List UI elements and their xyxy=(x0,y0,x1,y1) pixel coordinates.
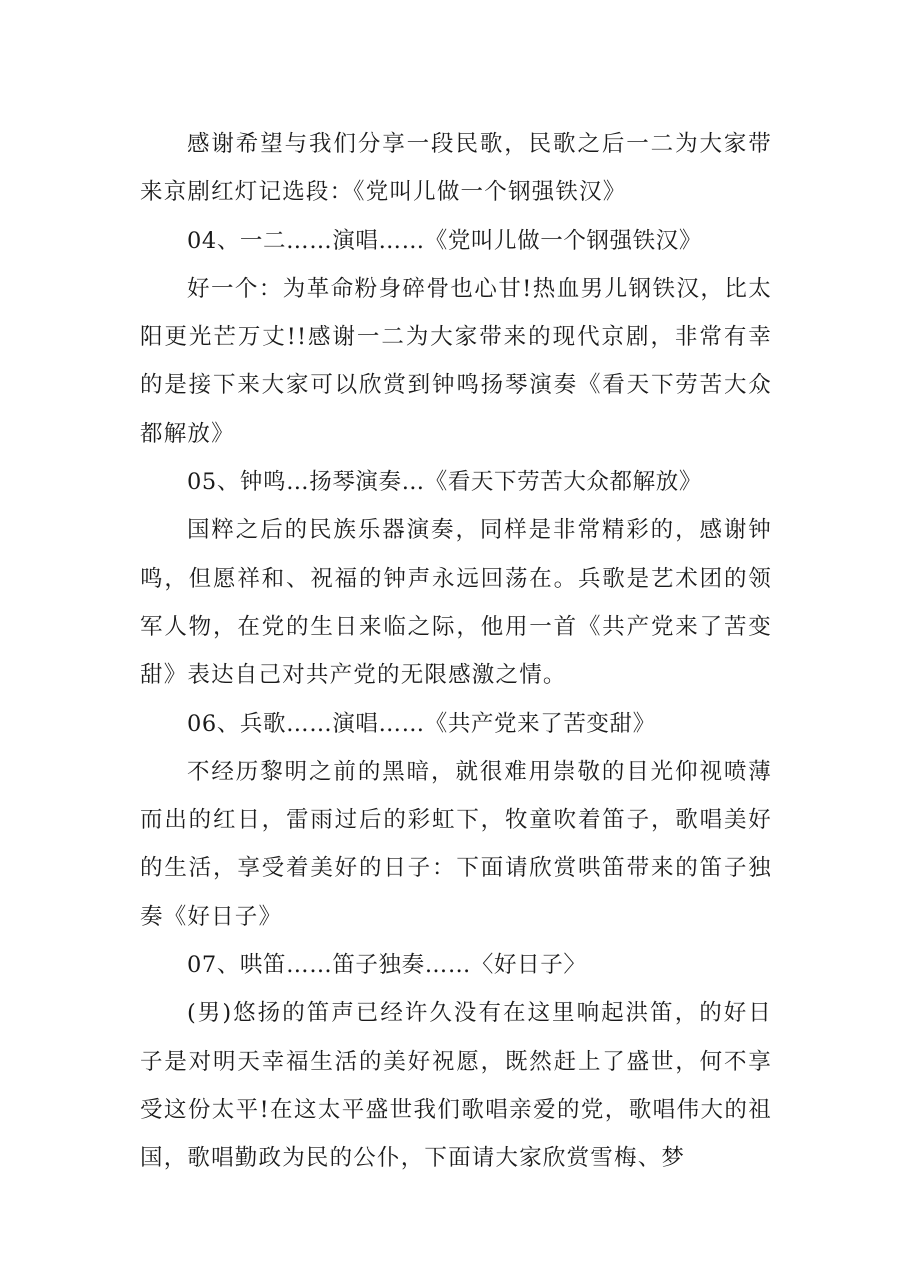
program-item-04: 04、一二……演唱……《党叫儿做一个钢强铁汉》 xyxy=(187,227,702,254)
program-item-06: 06、兵歌……演唱……《共产党来了苦变甜》 xyxy=(187,710,656,737)
paragraph: 不经历黎明之前的黑暗，就很难用崇敬的目光仰视喷薄而出的红日，雷雨过后的彩虹下，牧童吹着笛子，歌唱美好的生活，享受着美好的日子：下面请欣赏哄笛带来的笛子独奏《好日子》 xyxy=(140,758,772,930)
program-item-05: 05、钟鸣…扬琴演奏…《看天下劳苦大众都解放》 xyxy=(187,469,702,496)
program-item-07: 07、哄笛……笛子独奏……〈好日子〉 xyxy=(187,952,587,979)
paragraph: (男)悠扬的笛声已经许久没有在这里响起洪笛，的好日子是对明天幸福生活的美好祝愿，既然赶上了盛世，何不享受这份太平!在这太平盛世我们歌唱亲爱的党，歌唱伟大的祖国，歌唱勤政为民的公仆，下面请大家欣赏雪梅、梦 xyxy=(140,1000,772,1172)
paragraph: 感谢希望与我们分享一段民歌，民歌之后一二为大家带来京剧红灯记选段：《党叫儿做一个钢强铁汉》 xyxy=(140,131,772,206)
paragraph: 好一个：为革命粉身碎骨也心甘!热血男儿钢铁汉，比太阳更光芒万丈!!感谢一二为大家带来的现代京剧，非常有幸的是接下来大家可以欣赏到钟鸣扬琴演奏《看天下劳苦大众都解放》 xyxy=(140,275,772,447)
document-body xyxy=(140,120,772,1183)
paragraph: 国粹之后的民族乐器演奏，同样是非常精彩的，感谢钟鸣，但愿祥和、祝福的钟声永远回荡在。兵歌是艺术团的领军人物，在党的生日来临之际，他用一首《共产党来了苦变甜》表达自己对共产党的无限感激之情。 xyxy=(140,517,772,689)
